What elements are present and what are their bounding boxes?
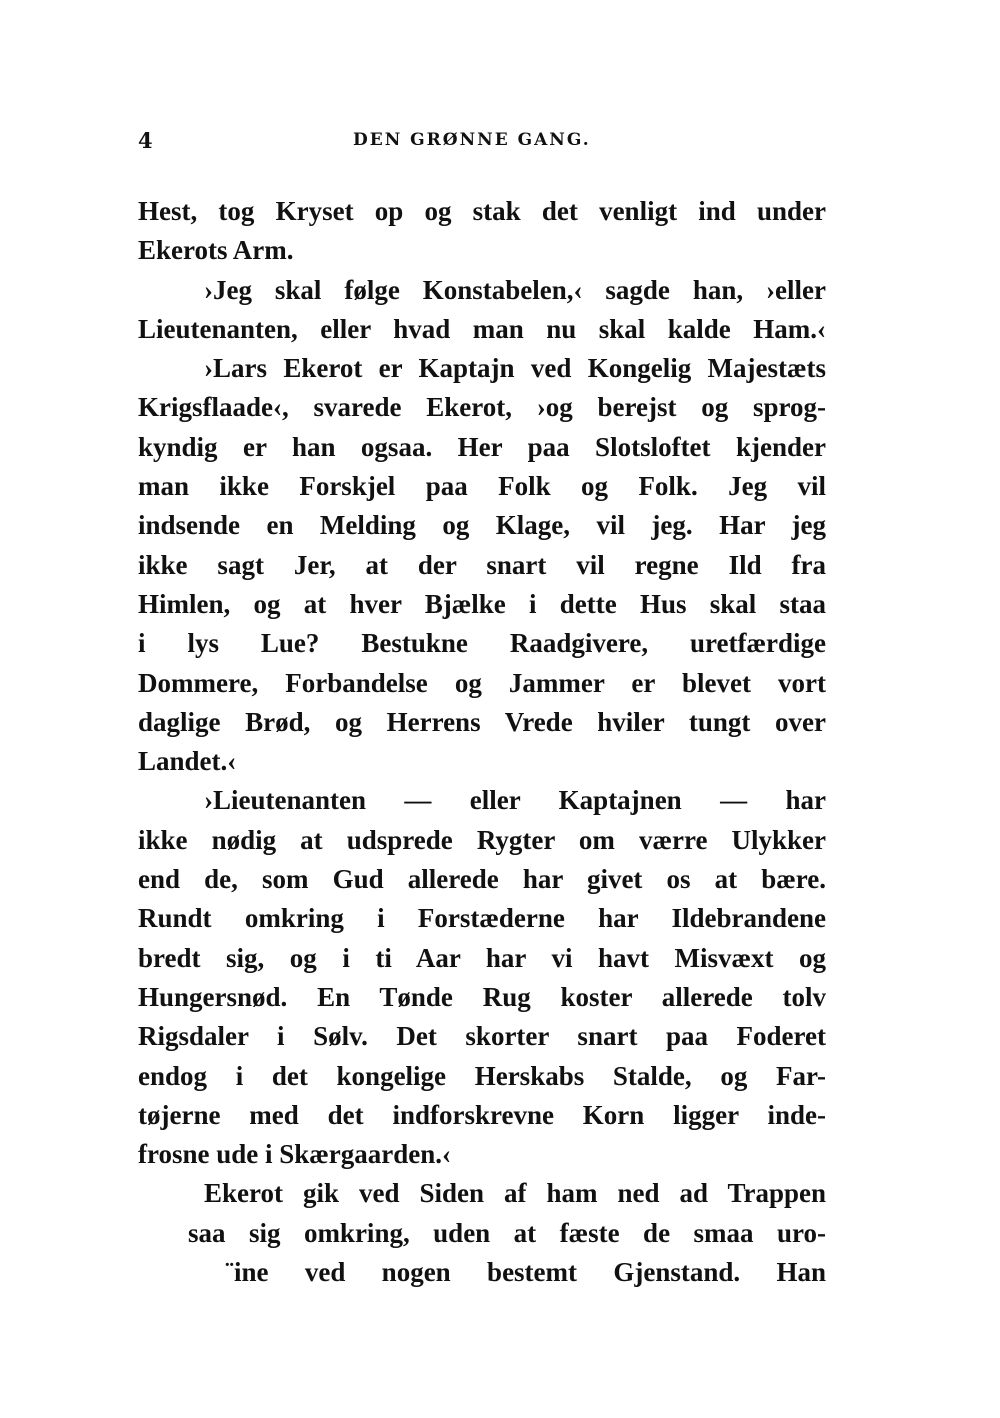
text-line: end de, som Gud allerede har givet os at bære. [138, 864, 826, 895]
text-line: ›Jeg skal følge Konstabelen,‹ sagde han, ›eller [204, 274, 826, 305]
text-line: indsende en Melding og Klage, vil jeg. Har jeg [138, 510, 826, 541]
text-line: Rigsdaler i Sølv. Det skorter snart paa Foderet [138, 1021, 826, 1052]
running-head [138, 128, 826, 158]
text-line: saa sig omkring, uden at fæste de smaa uro- [188, 1217, 826, 1248]
text-line: ikke nødig at udsprede Rygter om værre Ulykker [138, 824, 826, 855]
text-line: Landet.‹ [138, 746, 237, 777]
page-number: 4 [138, 128, 153, 153]
text-line: Dommere, Forbandelse og Jammer er blevet vort [138, 667, 826, 698]
text-line: Ekerots Arm. [138, 235, 294, 266]
text-line: Krigsflaade‹, svarede Ekerot, ›og berejst og sprog- [138, 392, 826, 423]
text-line: Hungersnød. En Tønde Rug koster allerede tolv [138, 981, 826, 1012]
text-line: Himlen, og at hver Bjælke i dette Hus skal staa [138, 588, 826, 619]
text-line: man ikke Forskjel paa Folk og Folk. Jeg vil [138, 471, 826, 502]
text-line: bredt sig, og i ti Aar har vi havt Misvæxt og [138, 942, 826, 973]
text-line: Lieutenanten, eller hvad man nu skal kalde Ham.‹ [138, 313, 826, 344]
text-line: daglige Brød, og Herrens Vrede hviler tungt over [138, 706, 826, 737]
text-line: kyndig er han ogsaa. Her paa Slotsloftet kjender [138, 431, 826, 462]
text-line: tøjerne med det indforskrevne Korn ligger inde- [138, 1099, 826, 1130]
text-line: Hest, tog Kryset op og stak det venligt ind under [138, 196, 826, 226]
text-line: ›Lars Ekerot er Kaptajn ved Kongelig Majestæts [204, 353, 826, 384]
text-line: endog i det kongelige Herskabs Stalde, og Far- [138, 1060, 826, 1091]
text-line: ›Lieutenanten — eller Kaptajnen — har [204, 785, 826, 816]
text-line: ¨ine ved nogen bestemt Gjenstand. Han [225, 1257, 826, 1288]
text-line: frosne ude i Skærgaarden.‹ [138, 1139, 452, 1170]
body-text [138, 192, 826, 1292]
text-line: ikke sagt Jer, at der snart vil regne Ild fra [138, 549, 826, 580]
running-title: DEN GRØNNE GANG. [353, 130, 591, 150]
text-line: Rundt omkring i Forstæderne har Ildebrandene [138, 903, 826, 934]
text-line: i lys Lue? Bestukne Raadgivere, uretfærdige [138, 628, 826, 659]
text-line: Ekerot gik ved Siden af ham ned ad Trappen [204, 1178, 826, 1209]
